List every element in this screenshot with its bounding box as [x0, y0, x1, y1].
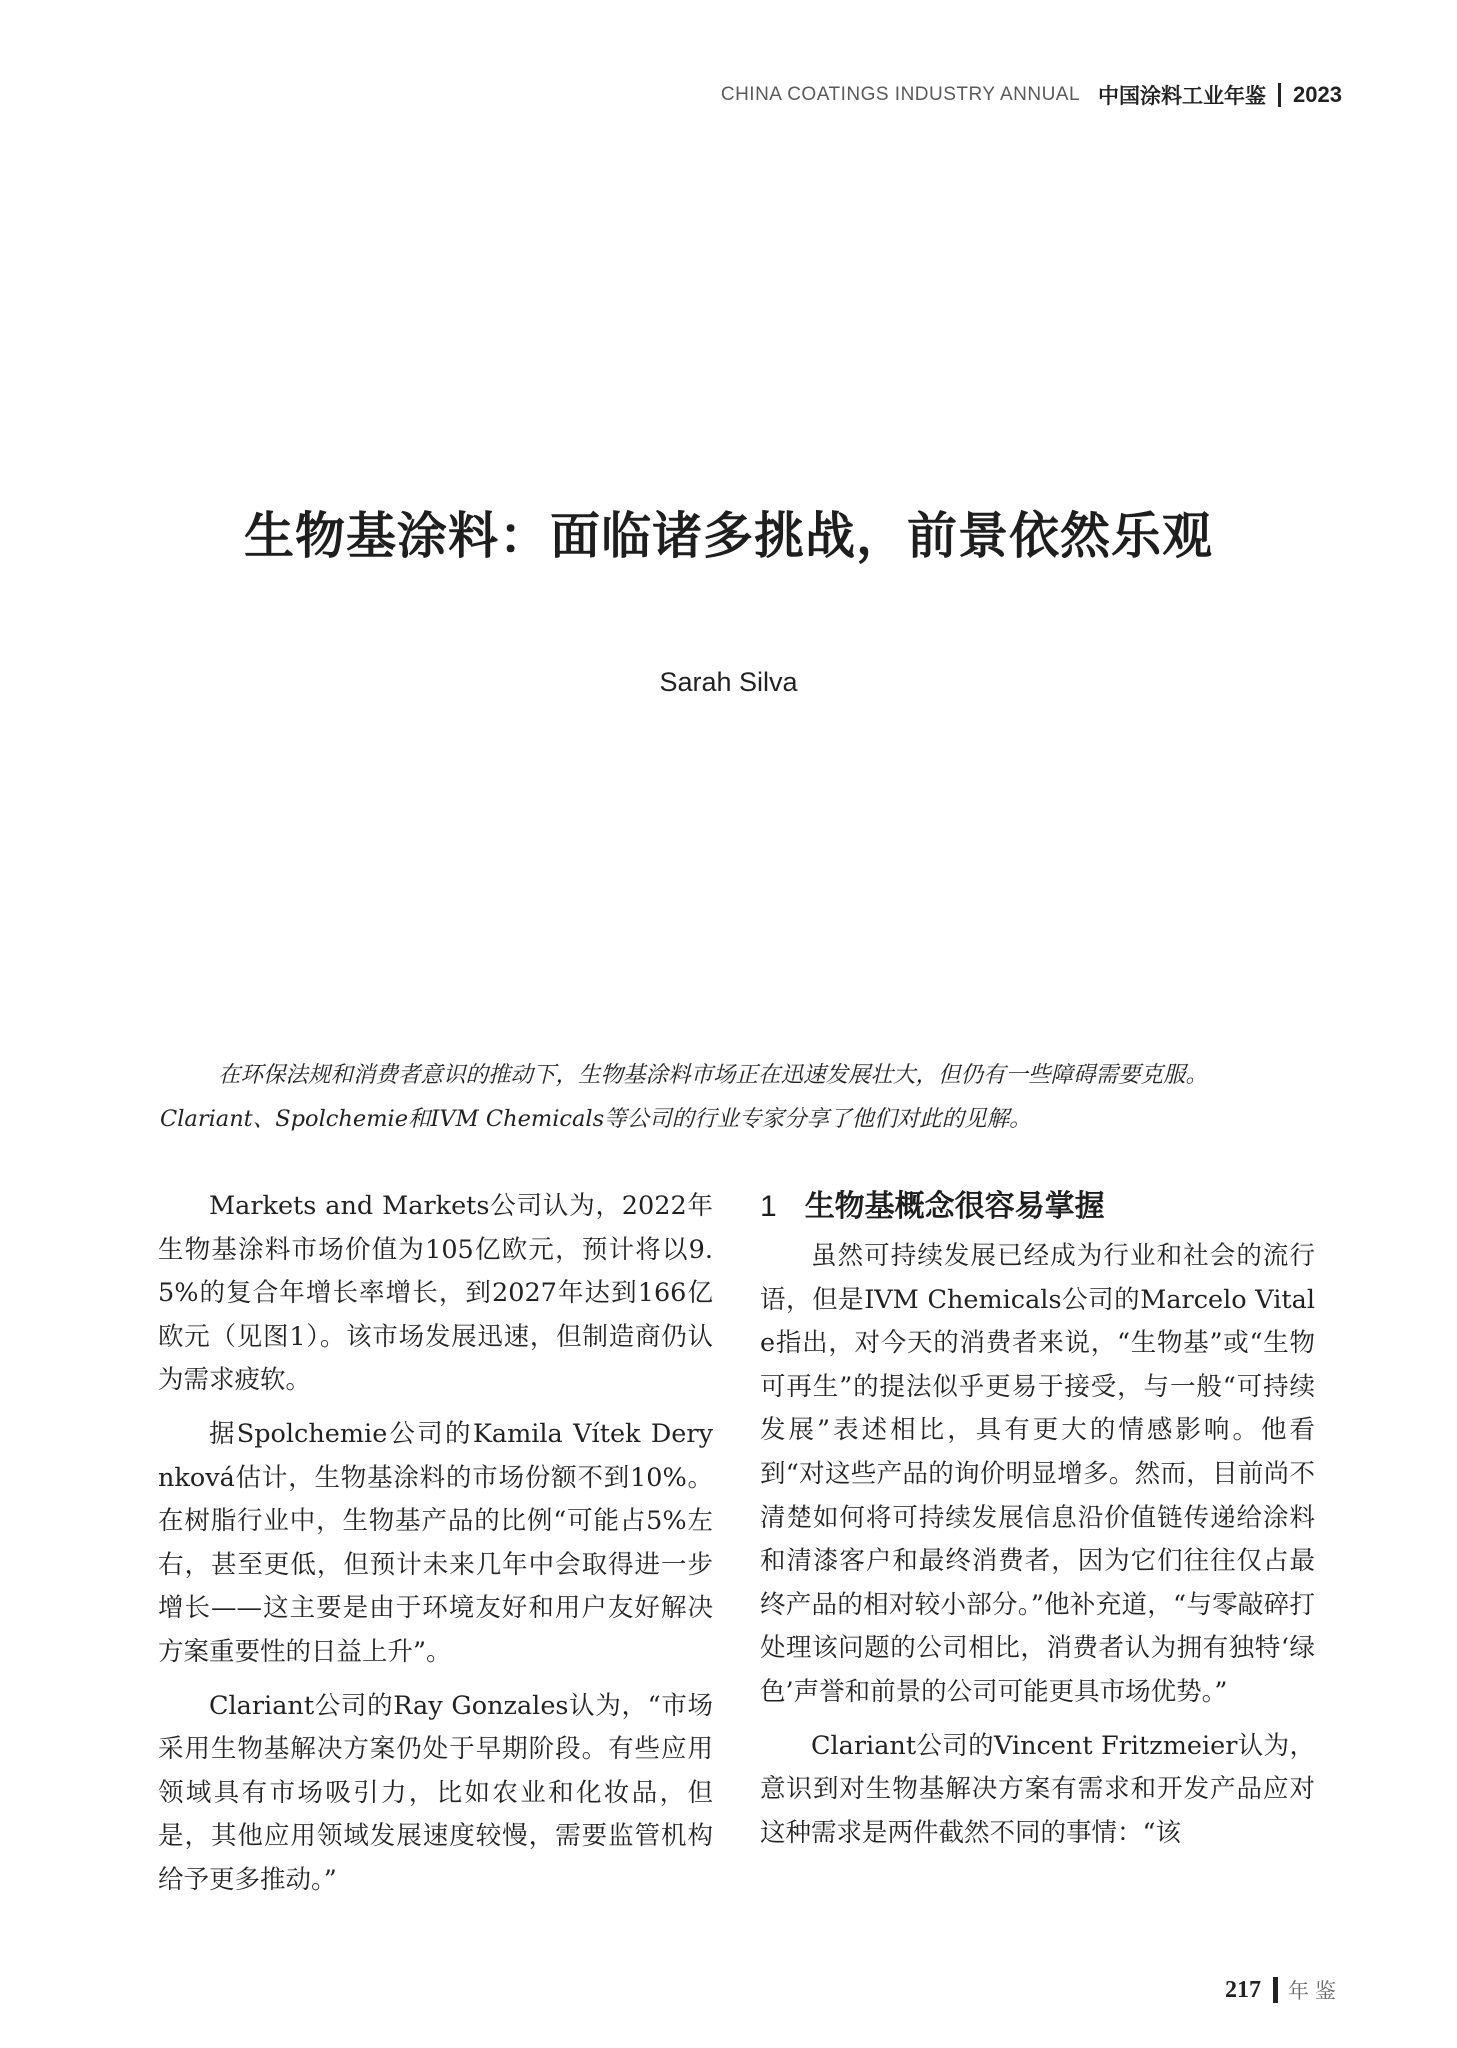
footer-label: 年鉴 — [1288, 1979, 1342, 2003]
article-abstract: 在环保法规和消费者意识的推动下，生物基涂料市场正在迅速发展壮大，但仍有一些障碍需要克服。Clariant、Spolchemie和IVM Chemicals等公司的行业专家分享了他们对此的见解。 — [160, 1061, 1209, 1132]
article-author: Sarah Silva — [659, 667, 798, 697]
right-column — [760, 1185, 1315, 1865]
body-paragraph: Markets and Markets公司认为，2022年生物基涂料市场价值为105亿欧元，预计将以9.5%的复合年增长率增长，到2027年达到166亿欧元（见图1）。该市场发展迅速，但制造商仍认为需求疲软。 — [158, 1191, 713, 1396]
header-year: 2023 — [1293, 82, 1342, 107]
body-paragraph: 据Spolchemie公司的Kamila Vítek Derynková估计，生物基涂料的市场份额不到10%。在树脂行业中，生物基产品的比例“可能占5%左右，甚至更低，但预计未来几年中会取得进一步增长——这主要是由于环境友好和用户友好解决方案重要性的日益上升”。 — [158, 1418, 713, 1667]
footer-divider — [1273, 1977, 1278, 2003]
header-divider — [1278, 83, 1281, 107]
body-paragraph: 虽然可持续发展已经成为行业和社会的流行语，但是IVM Chemicals公司的Marcelo Vitale指出，对今天的消费者来说，“生物基”或“生物可再生”的提法似乎更易于接受，与一般“可持续发展”表述相比，具有更大的情感影响。他看到“对这些产品的询价明显增多。然而，目前尚不清楚如何将可持续发展信息沿价值链传递给涂料和清漆客户和最终消费者，因为它们往往仅占最终产品的相对较小部分。”他补充道，“与零敲碎打处理该问题的公司相比，消费者认为拥有独特‘绿色’声誉和前景的公司可能更具市场优势。” — [760, 1241, 1315, 1707]
section-number: 1 — [760, 1190, 777, 1223]
section-title: 生物基概念很容易掌握 — [804, 1189, 1105, 1224]
page-footer — [1225, 1975, 1342, 2005]
body-paragraph: Clariant公司的Ray Gonzales认为，“市场采用生物基解决方案仍处于早期阶段。有些应用领域具有市场吸引力，比如农业和化妆品，但是，其他应用领域发展速度较慢，需要监管机构给予更多推动。” — [158, 1690, 713, 1895]
header-chinese-title: 中国涂料工业年鉴 — [1098, 84, 1267, 108]
article-title: 生物基涂料：面临诸多挑战，前景依然乐观 — [244, 505, 1213, 565]
header-english-title: CHINA COATINGS INDUSTRY ANNUAL — [720, 84, 1081, 105]
running-header — [721, 80, 1342, 110]
section-heading — [760, 1185, 1315, 1229]
left-column — [158, 1185, 713, 1913]
page-number: 217 — [1225, 1976, 1261, 2003]
body-paragraph: Clariant公司的Vincent Fritzmeier认为，意识到对生物基解决方案有需求和开发产品应对这种需求是两件截然不同的事情：“该 — [760, 1730, 1315, 1848]
